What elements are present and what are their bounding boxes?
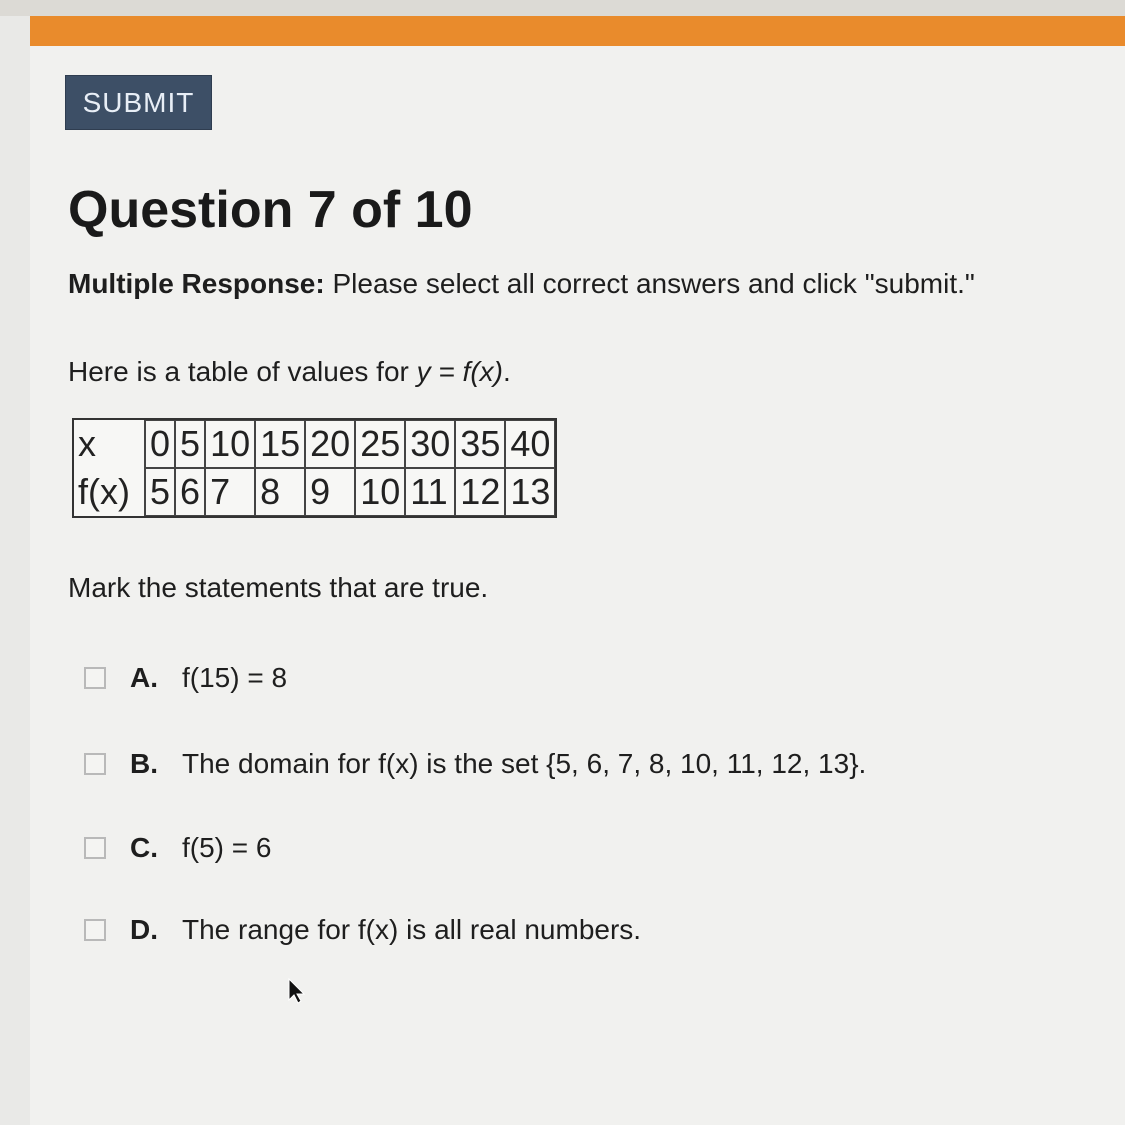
instructions-text: Please select all correct answers and click "submit." [324, 268, 975, 299]
option-a[interactable] [84, 662, 287, 694]
intro-prefix: Here is a table of values for [68, 356, 417, 387]
row-label-fx: f(x) [74, 468, 145, 516]
table-cell: 10 [355, 468, 405, 516]
submit-button[interactable]: SUBMIT [65, 75, 212, 130]
checkbox-d[interactable] [84, 919, 106, 941]
option-letter: D. [130, 914, 158, 945]
table-cell: 20 [305, 420, 355, 468]
checkbox-b[interactable] [84, 753, 106, 775]
row-label-x: x [74, 420, 145, 468]
option-letter: C. [130, 832, 158, 863]
table-cell: 7 [205, 468, 255, 516]
prompt-text: Mark the statements that are true. [68, 572, 489, 603]
top-band [0, 0, 1125, 16]
option-c[interactable] [84, 832, 271, 864]
instructions [68, 268, 975, 300]
question-title: Question 7 of 10 [68, 181, 473, 239]
table-cell: 15 [255, 420, 305, 468]
option-text: The range for f(x) is all real numbers. [182, 914, 642, 945]
table-cell: 35 [455, 420, 505, 468]
table-cell: 10 [205, 420, 255, 468]
table-row-fx [74, 468, 555, 516]
option-text: f(5) = 6 [182, 832, 272, 863]
option-b[interactable] [84, 748, 866, 780]
table-cell: 12 [455, 468, 505, 516]
intro-suffix: . [502, 356, 511, 387]
table-cell: 25 [355, 420, 405, 468]
table-cell: 8 [255, 468, 305, 516]
table-cell: 40 [505, 420, 555, 468]
option-text: The domain for f(x) is the set {5, 6, 7, 8, 10, 11, 12, 13}. [182, 748, 867, 779]
table-cell: 11 [405, 468, 455, 516]
option-letter: B. [130, 748, 158, 779]
option-text: f(15) = 8 [182, 662, 288, 693]
table-cell: 6 [175, 468, 205, 516]
option-d[interactable] [84, 914, 641, 946]
checkbox-a[interactable] [84, 667, 106, 689]
table-intro [68, 356, 511, 388]
option-letter: A. [130, 662, 158, 693]
table-cell: 5 [145, 468, 175, 516]
intro-expression: y = f(x) [416, 356, 503, 387]
table-cell: 5 [175, 420, 205, 468]
table-cell: 30 [405, 420, 455, 468]
values-table [72, 418, 557, 518]
table-row-x [74, 420, 555, 468]
table-cell: 9 [305, 468, 355, 516]
instructions-label: Multiple Response: [68, 268, 325, 299]
checkbox-c[interactable] [84, 837, 106, 859]
table-cell: 13 [505, 468, 555, 516]
header-bar [30, 16, 1125, 46]
mouse-pointer-icon [287, 978, 307, 1009]
table-cell: 0 [145, 420, 175, 468]
